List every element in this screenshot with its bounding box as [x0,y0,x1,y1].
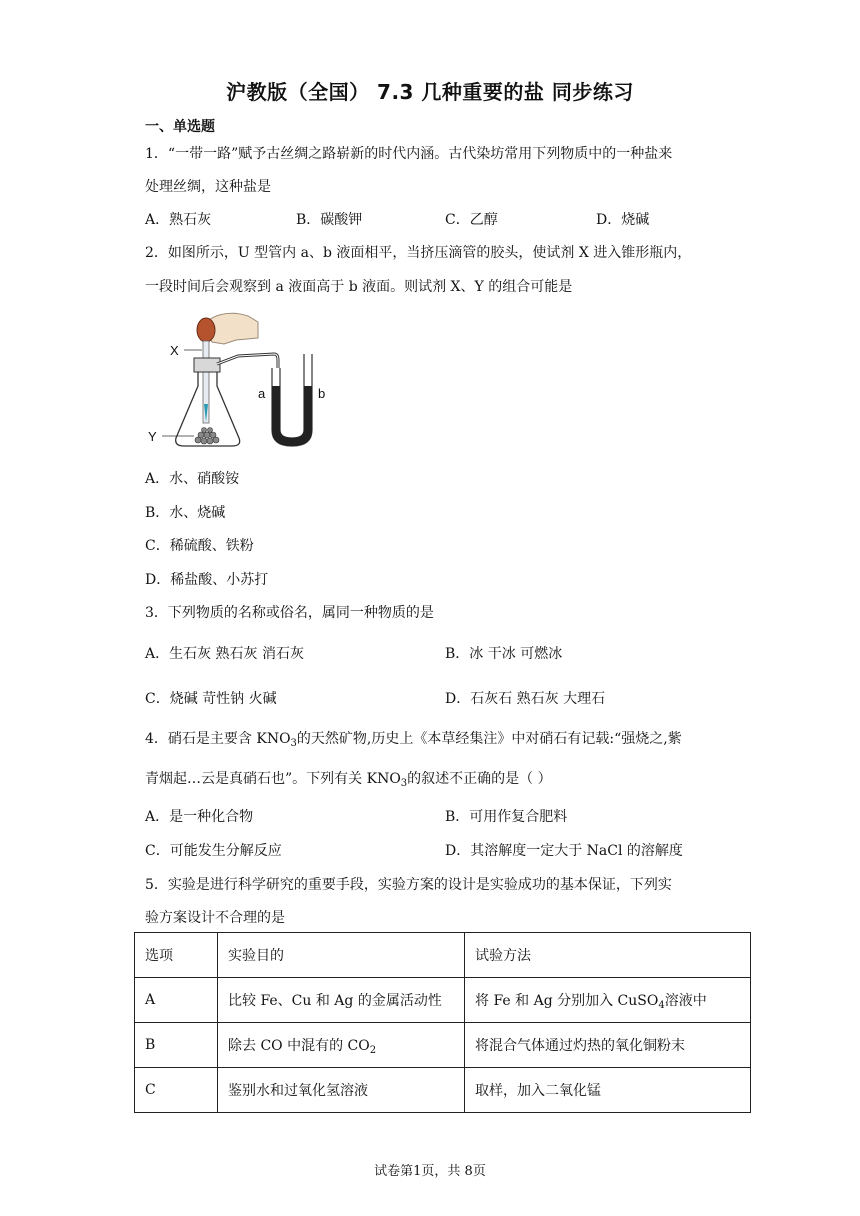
q3-option-d[interactable]: D．石灰石 熟石灰 大理石 [445,691,606,707]
q4-option-d[interactable]: D．其溶解度一定大于 NaCl 的溶解度 [445,843,683,859]
q3-option-c[interactable]: C．烧碱 苛性钠 火碱 [145,691,277,707]
q3-stem: 3．下列物质的名称或俗名，属同一种物质的是 [145,605,434,621]
q3-option-a[interactable]: A．生石灰 熟石灰 消石灰 [145,646,305,662]
section-heading: 一、单选题 [145,119,215,135]
table-header-cell: 实验目的 [218,933,465,978]
figure-label-x: X [170,343,179,358]
table-cell-goal: 比较 Fe、Cu 和 Ag 的金属活动性 [218,978,465,1023]
q4-option-c[interactable]: C．可能发生分解反应 [145,843,282,859]
table-header-row [135,933,751,978]
dropper-bulb-icon [197,318,215,342]
stopper-icon [194,358,220,372]
table-row [135,1023,751,1068]
table-cell-method: 将混合气体通过灼热的氧化铜粉末 [465,1023,751,1068]
q1-option-a[interactable]: A．熟石灰 [145,212,212,228]
q3-option-b[interactable]: B．冰 干冰 可燃冰 [445,646,563,662]
figure-label-b: b [318,386,326,401]
table-cell-goal: 除去 CO 中混有的 $CO_2$ [218,1023,465,1068]
table-row [135,978,751,1023]
figure-label-a: a [258,386,266,401]
page-title: 沪教版（全国） 7.3 几种重要的盐 同步练习 [226,80,634,104]
table-cell-goal: 鉴别水和过氧化氢溶液 [218,1068,465,1113]
u-tube-liquid-icon [272,386,312,446]
q2-stem-line1: 2．如图所示，U 型管内 a、b 液面相平，当挤压滴管的胶头，使试剂 X 进入锥形瓶内， [145,245,692,261]
table-cell-option: A [135,978,218,1023]
table-header-cell: 试验方法 [465,933,751,978]
q4-stem-line1: 4．硝石是主要含 $KNO_3$的天然矿物,历史上《本草经集注》中对硝石有记载:“强烧之,紫 [145,731,682,749]
q1-option-c[interactable]: C．乙醇 [445,212,498,228]
q1-option-d[interactable]: D．烧碱 [596,212,650,228]
q1-option-b[interactable]: B．碳酸钾 [296,212,363,228]
table-header-cell: 选项 [135,933,218,978]
q2-stem-line2: 一段时间后会观察到 a 液面高于 b 液面。则试剂 X、Y 的组合可能是 [145,279,573,295]
q2-option-b[interactable]: B．水、烧碱 [145,505,226,521]
q2-option-d[interactable]: D．稀盐酸、小苏打 [145,572,269,588]
q5-stem-line2: 验方案设计不合理的是 [145,910,285,926]
figure-label-y: Y [148,429,157,444]
page-footer: 试卷第1页，共 8页 [374,1164,486,1179]
table-cell-method: 将 Fe 和 Ag 分别加入 CuSO$_4$溶液中 [465,978,751,1023]
experiment-table [134,932,751,1113]
q4-option-b[interactable]: B．可用作复合肥料 [445,809,568,825]
table-cell-option: C [135,1068,218,1113]
q2-option-c[interactable]: C．稀硫酸、铁粉 [145,538,254,554]
table-row [135,1068,751,1113]
q1-stem-line1: 1．“一带一路”赋予古丝绸之路崭新的时代内涵。古代染坊常用下列物质中的一种盐来 [145,146,673,162]
table-cell-method: 取样，加入二氧化锰 [465,1068,751,1113]
solid-y-pellets-icon [195,428,219,445]
q5-stem-line1: 5．实验是进行科学研究的重要手段，实验方案的设计是实验成功的基本保证，下列实 [145,877,672,893]
q4-option-a[interactable]: A．是一种化合物 [145,809,254,825]
table-cell-option: B [135,1023,218,1068]
q4-stem-line2: 青烟起…云是真硝石也”。下列有关 $KNO_3$的叙述不正确的是（ ） [145,771,552,789]
q2-option-a[interactable]: A．水、硝酸铵 [145,471,240,487]
flask-u-tube-figure [140,308,360,456]
q1-stem-line2: 处理丝绸，这种盐是 [145,179,271,195]
